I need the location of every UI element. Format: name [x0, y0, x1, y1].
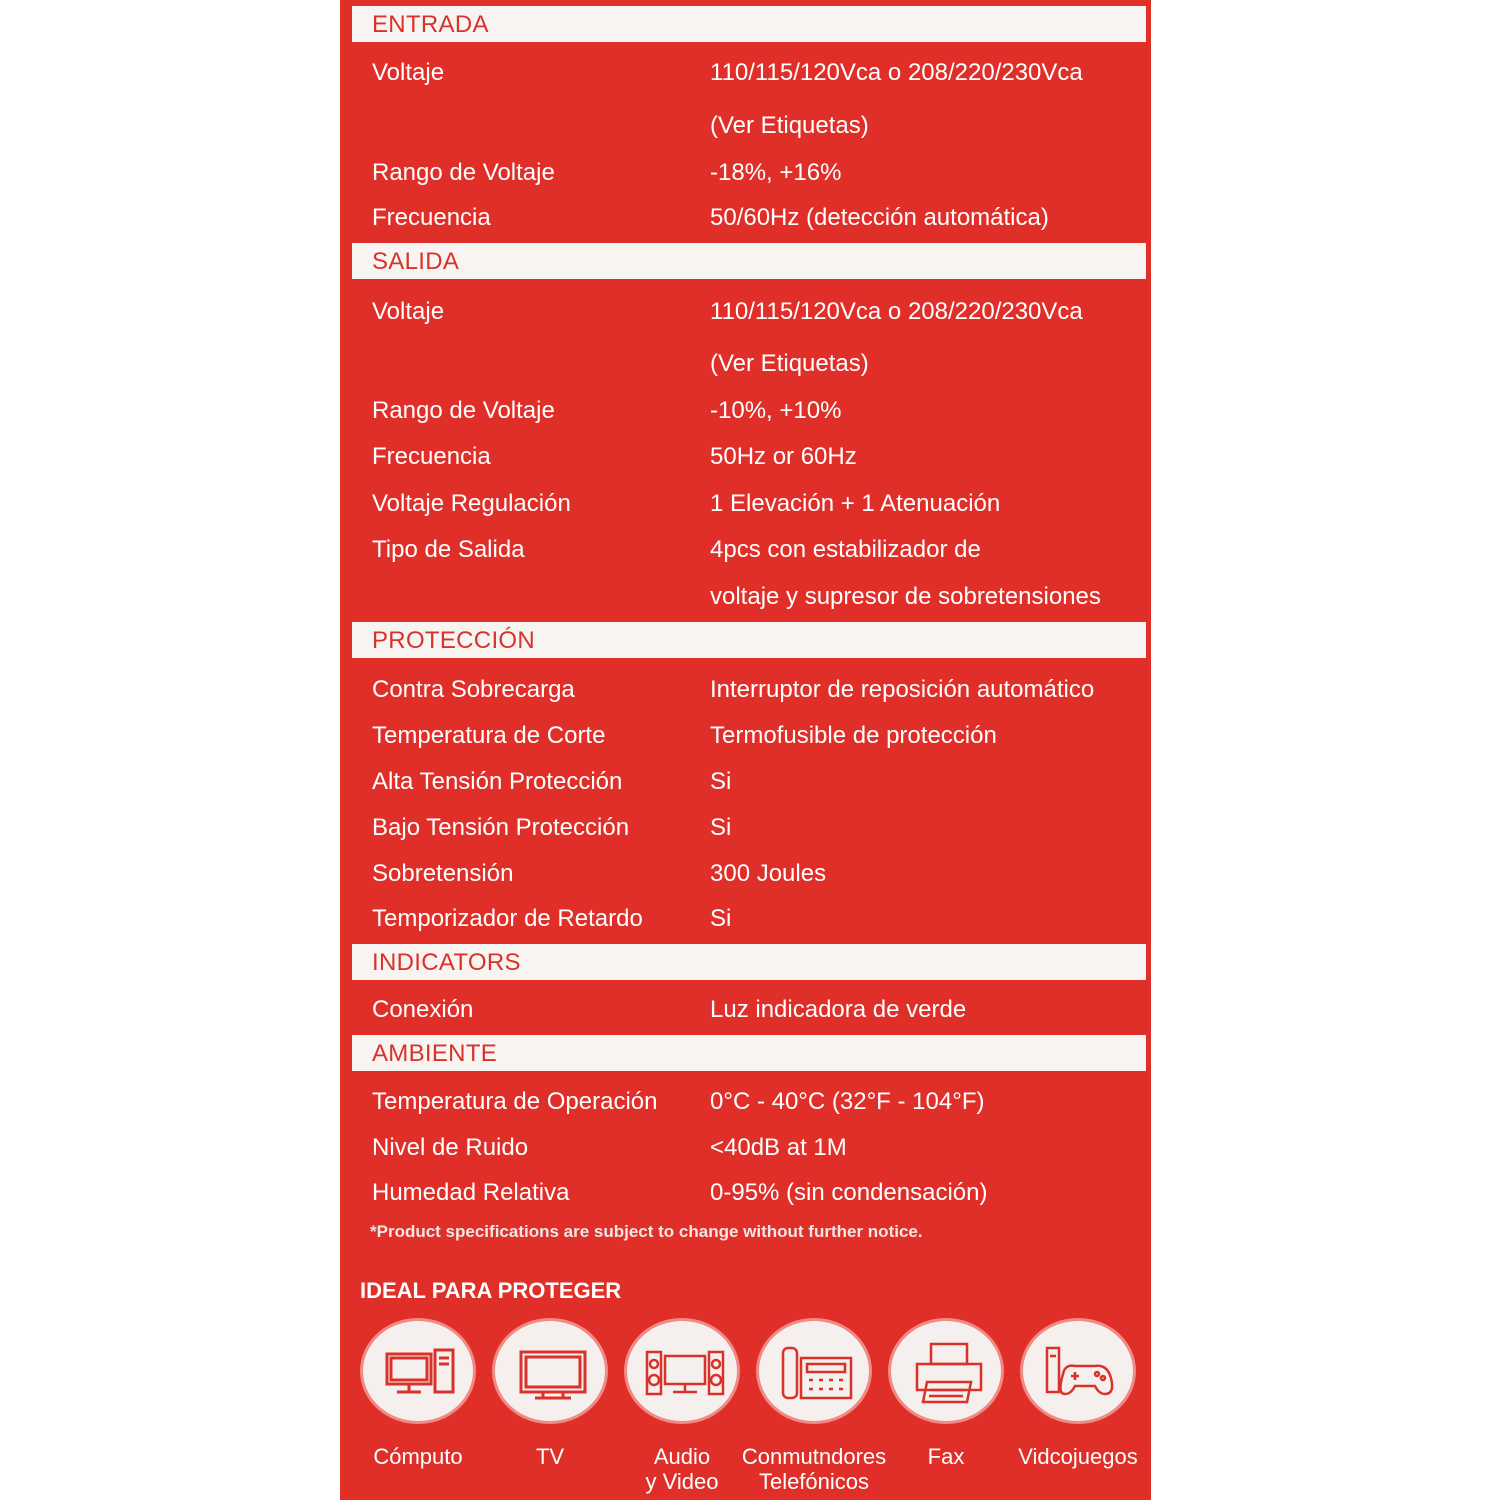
disclaimer-note: *Product specifications are subject to change without further notice.: [370, 1222, 923, 1241]
spec-row: [340, 1133, 1151, 1163]
spec-label: Rango de Voltaje: [372, 397, 555, 424]
spec-label: Voltaje: [372, 298, 445, 325]
spec-label: Frecuencia: [372, 204, 491, 231]
section-header-proteccion: PROTECCIÓN: [352, 622, 1146, 658]
spec-value: Si: [710, 768, 732, 795]
spec-row: [340, 721, 1151, 751]
spec-label: Sobretensión: [372, 860, 514, 887]
spec-row: [340, 1178, 1151, 1208]
spec-panel: [340, 0, 1151, 1500]
spec-value: 50/60Hz (detección automática): [710, 204, 1049, 231]
spec-value: Si: [710, 814, 732, 841]
icon-label-computo: Cómputo: [373, 1444, 463, 1469]
spec-value: <40dB at 1M: [710, 1134, 847, 1161]
printer-fax-icon: [888, 1318, 1004, 1424]
spec-label: Rango de Voltaje: [372, 159, 555, 186]
audio-video-icon: [624, 1318, 740, 1424]
spec-label: Temporizador de Retardo: [372, 905, 643, 932]
spec-label: Voltaje Regulación: [372, 490, 571, 517]
spec-label: Humedad Relativa: [372, 1179, 570, 1206]
spec-label: Conexión: [372, 996, 474, 1023]
spec-value: 110/115/120Vca o 208/220/230Vca: [710, 298, 1083, 325]
spec-row: [340, 535, 1151, 565]
spec-row: [340, 859, 1151, 889]
ideal-title: IDEAL PARA PROTEGER: [360, 1278, 622, 1303]
section-header-ambiente: AMBIENTE: [352, 1035, 1146, 1071]
spec-row: [340, 995, 1151, 1025]
telephone-icon: [756, 1318, 872, 1424]
spec-value: Si: [710, 905, 732, 932]
spec-value: 110/115/120Vca o 208/220/230Vca: [710, 59, 1083, 86]
spec-label: Voltaje: [372, 59, 445, 86]
spec-label: Alta Tensión Protección: [372, 768, 623, 795]
spec-value: 4pcs con estabilizador de: [710, 536, 981, 563]
spec-value: 300 Joules: [710, 860, 827, 887]
spec-row: [340, 297, 1151, 327]
section-header-salida: SALIDA: [352, 243, 1146, 279]
spec-label: Nivel de Ruido: [372, 1134, 529, 1161]
spec-label: Tipo de Salida: [372, 536, 525, 563]
section-header-entrada: ENTRADA: [352, 6, 1146, 42]
spec-row: [340, 158, 1151, 188]
computer-icon: [360, 1318, 476, 1424]
spec-value: Termofusible de protección: [710, 722, 997, 749]
gamepad-icon: [1020, 1318, 1136, 1424]
icon-label-audio-video: Audio y Video: [645, 1444, 719, 1494]
spec-value: 1 Elevación + 1 Atenuación: [710, 490, 1001, 517]
spec-value: -18%, +16%: [710, 159, 842, 186]
tv-icon: [492, 1318, 608, 1424]
spec-label: Temperatura de Operación: [372, 1088, 658, 1115]
spec-row: [340, 396, 1151, 426]
spec-row: [340, 58, 1151, 88]
spec-row: [340, 111, 1151, 141]
spec-value: -10%, +10%: [710, 397, 842, 424]
spec-row: [340, 349, 1151, 379]
spec-value: voltaje y supresor de sobretensiones: [710, 583, 1101, 610]
spec-label: Temperatura de Corte: [372, 722, 606, 749]
icon-label-tv: TV: [535, 1444, 565, 1469]
icon-label-videojuegos: Vidcojuegos: [1018, 1444, 1138, 1469]
spec-row: [340, 904, 1151, 934]
spec-label: Contra Sobrecarga: [372, 676, 575, 703]
spec-row: [340, 582, 1151, 612]
icon-label-telefonicos: Conmutndores Telefónicos: [741, 1444, 887, 1494]
spec-value: Interruptor de reposición automático: [710, 676, 1095, 703]
spec-value: Luz indicadora de verde: [710, 996, 967, 1023]
spec-row: [340, 1087, 1151, 1117]
spec-value: (Ver Etiquetas): [710, 350, 869, 377]
spec-row: [340, 675, 1151, 705]
spec-row: [340, 203, 1151, 233]
spec-row: [340, 767, 1151, 797]
spec-label: Frecuencia: [372, 443, 491, 470]
icon-label-fax: Fax: [927, 1444, 965, 1469]
spec-row: [340, 442, 1151, 472]
spec-value: 0-95% (sin condensación): [710, 1179, 988, 1206]
spec-value: 0°C - 40°C (32°F - 104°F): [710, 1088, 985, 1115]
spec-label: Bajo Tensión Protección: [372, 814, 630, 841]
spec-value: (Ver Etiquetas): [710, 112, 869, 139]
spec-row: [340, 813, 1151, 843]
spec-row: [340, 489, 1151, 519]
spec-value: 50Hz or 60Hz: [710, 443, 857, 470]
section-header-indicators: INDICATORS: [352, 944, 1146, 980]
